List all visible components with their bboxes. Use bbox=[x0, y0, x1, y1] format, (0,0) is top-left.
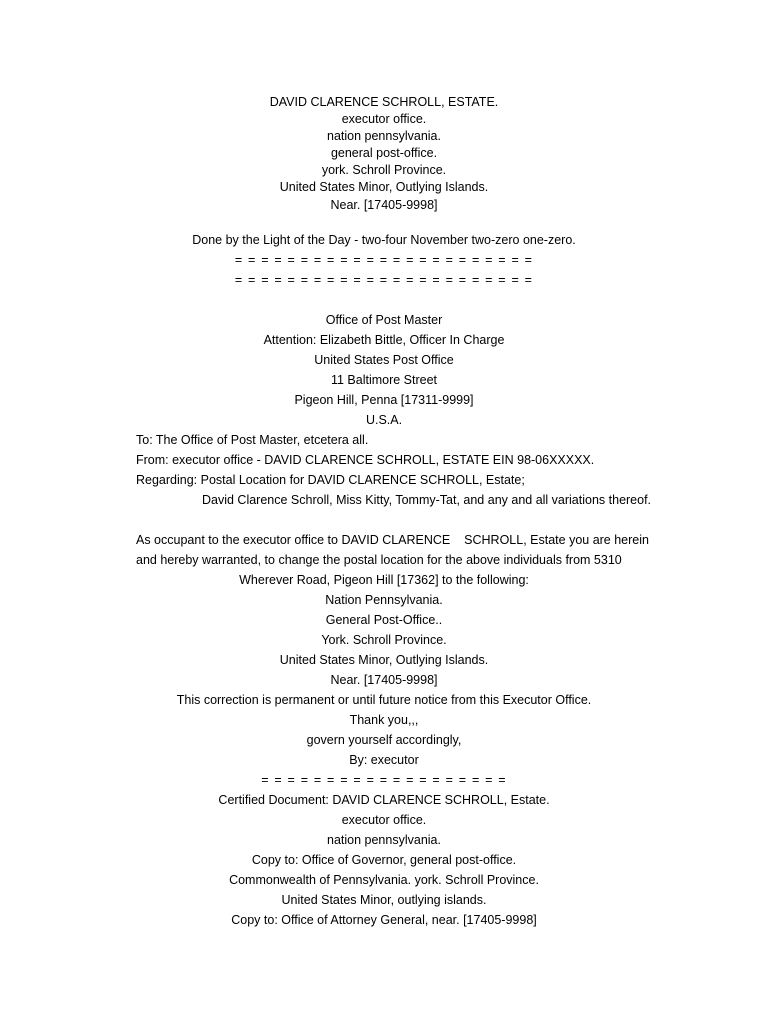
recipient-line: Attention: Elizabeth Bittle, Officer In Charge bbox=[263, 333, 505, 347]
body-line: Wherever Road, Pigeon Hill [17362] to the following: bbox=[239, 573, 529, 587]
certification-line: United States Minor, outlying islands. bbox=[281, 893, 487, 907]
memo-to: To: The Office of Post Master, etcetera all. bbox=[136, 433, 369, 447]
memo-from: From: executor office - DAVID CLARENCE SCHROLL, ESTATE EIN 98-06XXXXX. bbox=[136, 453, 595, 467]
new-address-line: York. Schroll Province. bbox=[321, 633, 447, 647]
govern-note: govern yourself accordingly, bbox=[306, 733, 462, 747]
recipient-line: U.S.A. bbox=[365, 413, 403, 427]
separator: = = = = = = = = = = = = = = = = = = = bbox=[261, 773, 507, 787]
permanence-note: This correction is permanent or until future notice from this Executor Office. bbox=[176, 693, 592, 707]
signature-line: By: executor bbox=[349, 753, 419, 767]
copy-to-line: Copy to: Office of Attorney General, near. [17405-9998] bbox=[231, 913, 537, 927]
thanks: Thank you,,, bbox=[349, 713, 419, 727]
separator: = = = = = = = = = = = = = = = = = = = = = = = bbox=[234, 253, 534, 267]
estate-name: DAVID CLARENCE SCHROLL, ESTATE. bbox=[269, 95, 499, 109]
memo-regarding: Regarding: Postal Location for DAVID CLARENCE SCHROLL, Estate; bbox=[136, 473, 525, 487]
certification-line: Commonwealth of Pennsylvania. york. Schroll Province. bbox=[229, 873, 539, 887]
header-line: general post-office. bbox=[330, 146, 438, 160]
new-address-line: Near. [17405-9998] bbox=[330, 673, 438, 687]
certification-line: Certified Document: DAVID CLARENCE SCHROLL, Estate. bbox=[218, 793, 550, 807]
memo-regarding-names: David Clarence Schroll, Miss Kitty, Tommy-Tat, and any and all variations thereof. bbox=[202, 493, 652, 507]
body-line: and hereby warranted, to change the postal location for the above individuals from 5310 bbox=[136, 553, 622, 567]
recipient-line: Pigeon Hill, Penna [17311-9999] bbox=[294, 393, 474, 407]
new-address-line: United States Minor, Outlying Islands. bbox=[279, 653, 489, 667]
new-address-line: General Post-Office.. bbox=[325, 613, 443, 627]
header-line: executor office. bbox=[341, 112, 427, 126]
certification-line: nation pennsylvania. bbox=[327, 833, 441, 847]
certification-line: executor office. bbox=[341, 813, 427, 827]
header-line: United States Minor, Outlying Islands. bbox=[279, 180, 489, 194]
header-zip: Near. [17405-9998] bbox=[330, 198, 438, 212]
date-line: Done by the Light of the Day - two-four November two-zero one-zero. bbox=[192, 233, 576, 247]
separator: = = = = = = = = = = = = = = = = = = = = = = = bbox=[234, 273, 534, 287]
recipient-line: Office of Post Master bbox=[325, 313, 443, 327]
header-line: york. Schroll Province. bbox=[321, 163, 447, 177]
copy-to-line: Copy to: Office of Governor, general post-office. bbox=[251, 853, 517, 867]
new-address-line: Nation Pennsylvania. bbox=[325, 593, 443, 607]
recipient-line: United States Post Office bbox=[314, 353, 454, 367]
recipient-line: 11 Baltimore Street bbox=[330, 373, 438, 387]
body-line: As occupant to the executor office to DAVID CLARENCE SCHROLL, Estate you are herein bbox=[136, 533, 649, 547]
header-line: nation pennsylvania. bbox=[327, 129, 441, 143]
